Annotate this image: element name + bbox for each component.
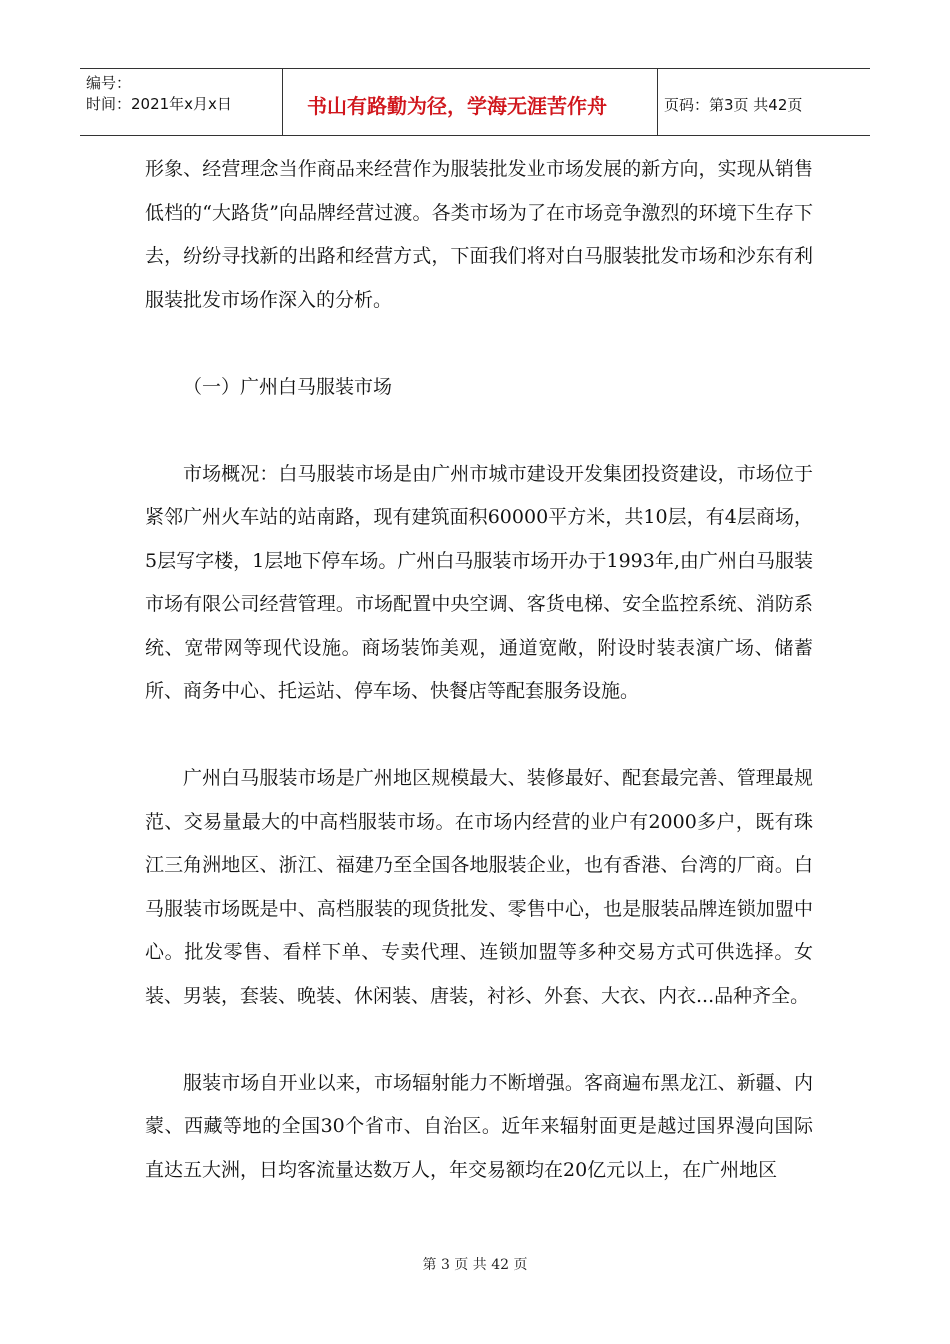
- section-heading: （一）广州白马服装市场: [183, 375, 393, 398]
- page-code: 页码：第3页 共42页: [664, 95, 803, 114]
- header-meta-cell: [80, 69, 283, 135]
- document-body: [145, 148, 813, 1192]
- header-page-cell: [658, 69, 870, 135]
- spacer: [145, 322, 813, 366]
- motto-text: 书山有路勤为径，学海无涯苦作舟: [307, 93, 607, 118]
- header-motto-cell: [283, 69, 658, 135]
- number-label: 编号：: [86, 74, 132, 92]
- paragraph-market-reach: 服装市场自开业以来，市场辐射能力不断增强。客商遍布黑龙江、新疆、内蒙、西藏等地的全国30个省市、自治区。近年来辐射面更是越过国界漫向国际直达五大洲，日均客流量达数万人，年交易额均在20亿元以上，在广州地区: [145, 1071, 813, 1181]
- time-label: 时间：2021年x月x日: [86, 95, 232, 113]
- spacer: [145, 1018, 813, 1062]
- paragraph-continuation: 形象、经营理念当作商品来经营作为服装批发业市场发展的新方向，实现从销售低档的“大路货”向品牌经营过渡。各类市场为了在市场竞争激烈的环境下生存下去，纷纷寻找新的出路和经营方式，下面我们将对白马服装批发市场和沙东有利服装批发市场作深入的分析。: [145, 158, 813, 311]
- page-footer: 第 3 页 共 42 页: [422, 1257, 528, 1273]
- paragraph-market-scale: 广州白马服装市场是广州地区规模最大、装修最好、配套最完善、管理最规范、交易量最大的中高档服装市场。在市场内经营的业户有2000多户，既有珠江三角洲地区、浙江、福建乃至全国各地服装企业，也有香港、台湾的厂商。白马服装市场既是中、高档服装的现货批发、零售中心，也是服装品牌连锁加盟中心。批发零售、看样下单、专卖代理、连锁加盟等多种交易方式可供选择。女装、男装，套装、晚装、休闲装、唐装，衬衫、外套、大衣、内衣...品种齐全。: [145, 767, 813, 1007]
- spacer: [145, 714, 813, 758]
- spacer: [145, 409, 813, 453]
- paragraph-market-overview: 市场概况：白马服装市场是由广州市城市建设开发集团投资建设，市场位于紧邻广州火车站的站南路，现有建筑面积60000平方米，共10层，有4层商场，5层写字楼，1层地下停车场。广州白马服装市场开办于1993年,由广州白马服装市场有限公司经营管理。市场配置中央空调、客货电梯、安全监控系统、消防系统、宽带网等现代设施。商场装饰美观，通道宽敞，附设时装表演广场、储蓄所、商务中心、托运站、停车场、快餐店等配套服务设施。: [145, 462, 813, 702]
- page-header: [80, 68, 870, 136]
